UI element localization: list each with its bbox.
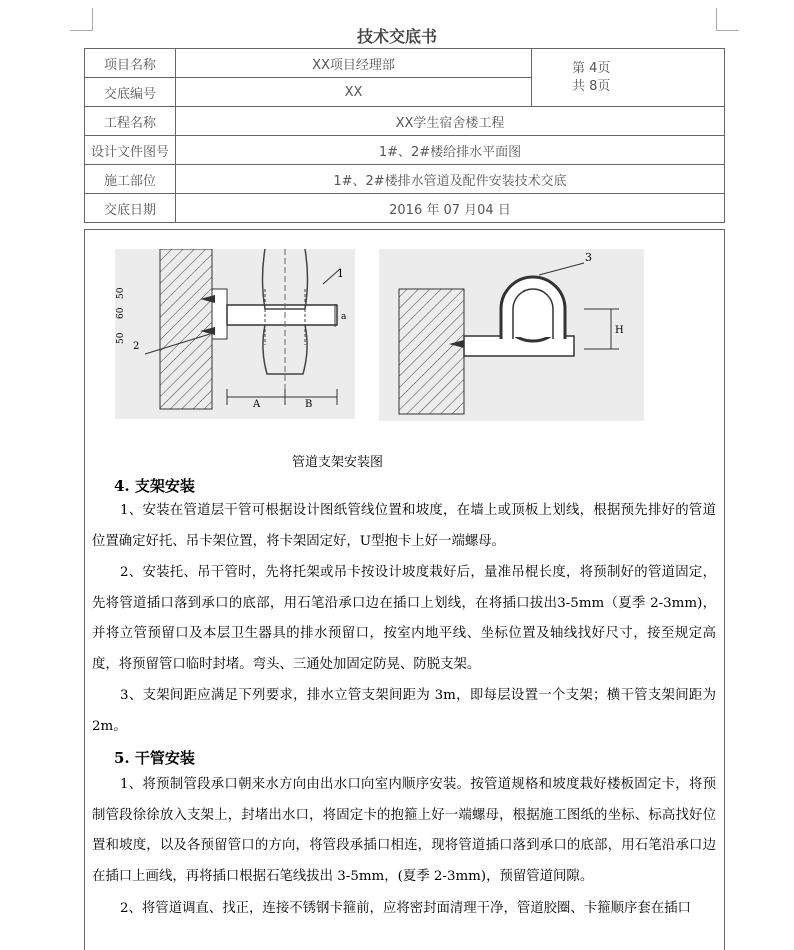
eng-name-label: 工程名称 (85, 107, 176, 136)
eng-name-value: XX学生宿舍楼工程 (176, 107, 725, 136)
info-table (84, 48, 725, 223)
page-current: 第 4页 (572, 60, 611, 76)
dim-h-label: H (615, 325, 624, 336)
pipe-support-figure-left (115, 249, 355, 419)
code-label: 交底编号 (85, 78, 176, 107)
document-title: 技术交底书 (356, 27, 437, 46)
tag-3: 3 (585, 251, 592, 264)
date-value: 2016 年 07 月04 日 (176, 194, 725, 223)
tag-2: 2 (133, 341, 140, 352)
dim-b-label: B (305, 399, 313, 410)
section-4-paragraph-1: 1、安装在管道层干管可根据设计图纸管线位置和坡度，在墙上或顶板上划线，根据预先排好的管道位置确定好托、吊卡架位置，将卡架固定好，U型抱卡上好一端螺母。 (92, 503, 716, 549)
dim-a-small-label: a (341, 312, 347, 322)
project-name-label: 项目名称 (85, 49, 176, 78)
section-4-paragraph-3: 3、支架间距应满足下列要求，排水立管支架间距为 3m，即每层设置一个支架；横干管支架间距为 2m。 (92, 688, 716, 734)
dim-50-top: 50 (116, 287, 126, 299)
tag-1: 1 (337, 267, 344, 280)
page-number-cell (532, 49, 725, 107)
section-5-heading: 5. 干管安装 (114, 749, 195, 767)
section-4-paragraph-2: 2、安装托、吊干管时，先将托架或吊卡按设计坡度栽好后，量准吊棍长度，将预制好的管道固定，先将管道插口落到承口的底部，用石笔沿承口边在插口上划线，在将插口拔出3-5mm（夏季 2-3mm)，并将立管预留口及本层卫生器具的排水预留口，按室内地平线、坐标位置及轴线找好尺寸，接至规定高度，将预留管口临时封堵。弯头、三通处加固定防晃、防脱支架。 (92, 565, 716, 672)
project-name-value: XX项目经理部 (176, 49, 532, 78)
section-4-heading: 4. 支架安装 (114, 477, 195, 495)
part-value: 1#、2#楼排水管道及配件安装技术交底 (176, 165, 725, 194)
dim-50-bottom: 50 (116, 332, 126, 344)
wall-bracket-drawing (115, 249, 355, 419)
drawing-value: 1#、2#楼给排水平面图 (176, 136, 725, 165)
figure-caption: 管道支架安装图 (292, 455, 384, 470)
date-label: 交底日期 (85, 194, 176, 223)
drawing-label: 设计文件图号 (85, 136, 176, 165)
pipe-clamp-drawing (379, 249, 644, 421)
part-label: 施工部位 (85, 165, 176, 194)
page-total: 共 8页 (572, 78, 611, 94)
section-5-paragraph-2: 2、将管道调直、找正，连接不锈钢卡箍前，应将密封面清理干净，管道胶圈、卡箍顺序套在插口 (120, 901, 691, 916)
code-value: XX (176, 78, 532, 107)
section-5-paragraph-1: 1、将预制管段承口朝来水方向由出水口向室内顺序安装。按管道规格和坡度栽好楼板固定卡，将预制管段徐徐放入支架上，封堵出水口，将固定卡的抱箍上好一端螺母，根据施工图纸的坐标、标高找好位置和坡度，以及各预留管口的方向，将管段承插口相连，现将管道插口落到承口的底部，用石笔沿承口边在插口上画线，再将插口根据石笔线拔出 3-5mm，(夏季 2-3mm)，预留管道间隙。 (92, 777, 716, 884)
dim-a-label: A (253, 399, 261, 410)
dim-60: 60 (116, 307, 126, 319)
pipe-support-figure-right (379, 249, 644, 421)
